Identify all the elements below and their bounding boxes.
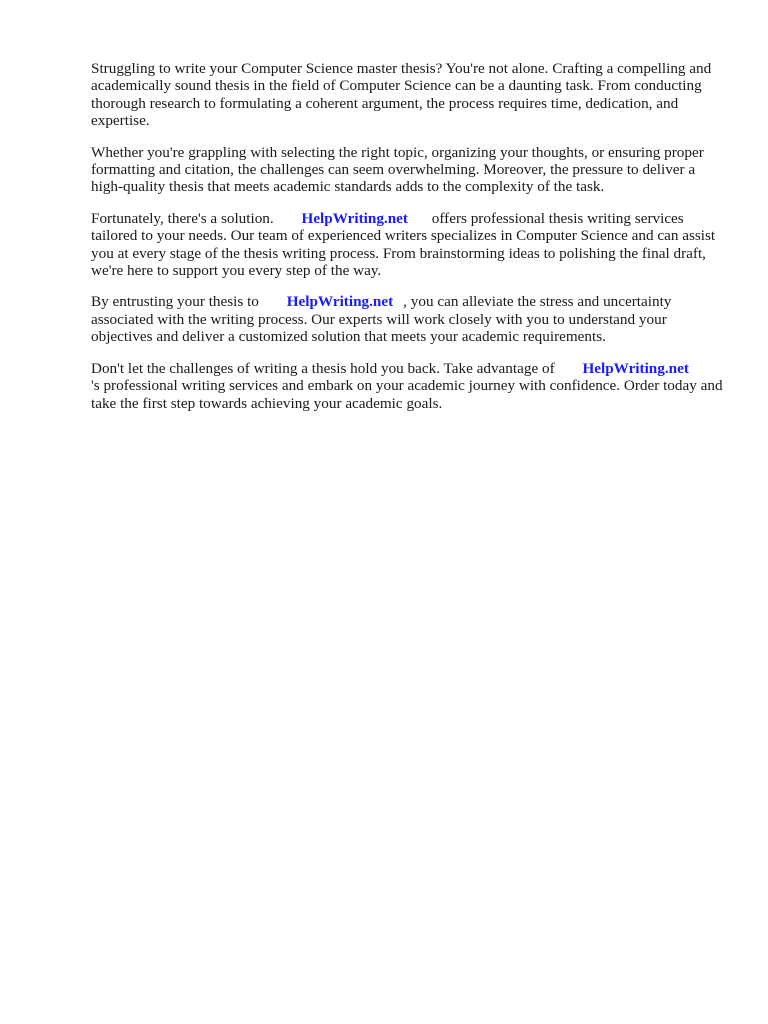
paragraph-entrusting-text-before: By entrusting your thesis to: [91, 293, 259, 311]
helpwriting-link-1[interactable]: HelpWriting.net: [301, 209, 408, 227]
paragraph-entrusting-text-after: , you can alleviate the stress and uncertainty associated with the writing process. Our experts will work closely with you to understand your objectives and deliver a customized solution that meets your academic requirements.: [91, 293, 672, 346]
paragraph-challenges: [91, 144, 723, 196]
paragraph-solution: [91, 210, 723, 280]
paragraph-challenges-text: Whether you're grappling with selecting the right topic, organizing your thoughts, or ensuring proper formatting and citation, the challenges can seem overwhelming. Moreover, the pressure to deliver a high-quality thesis that meets academic standards adds to the complexity of the task.: [91, 143, 704, 196]
helpwriting-link-2[interactable]: HelpWriting.net: [286, 293, 394, 311]
paragraph-solution-text-after: offers professional thesis writing services tailored to your needs. Our team of experienced writers specializes in Computer Science and can assist you at every stage of the thesis writing process. From brainstorming ideas to polishing the final draft, we're here to support you every step of the way.: [91, 209, 716, 280]
helpwriting-link-3[interactable]: HelpWriting.net: [582, 359, 689, 377]
paragraph-closing: [91, 360, 723, 412]
paragraph-intro-text: Struggling to write your Computer Science master thesis? You're not alone. Crafting a compelling and academically sound thesis in the field of Computer Science can be a daunting task. From conducting thorough research to formulating a coherent argument, the process requires time, dedication, and expertise.: [91, 60, 712, 130]
paragraph-intro: [91, 60, 723, 130]
paragraph-closing-text-after: 's professional writing services and embark on your academic journey with confidence. Order today and take the first step towards achieving your academic goals.: [91, 377, 723, 412]
paragraph-entrusting: [91, 293, 723, 345]
paragraph-solution-text-before: Fortunately, there's a solution.: [91, 209, 274, 227]
paragraph-closing-text-before: Don't let the challenges of writing a thesis hold you back. Take advantage of: [91, 359, 555, 377]
document-body: [91, 60, 723, 426]
